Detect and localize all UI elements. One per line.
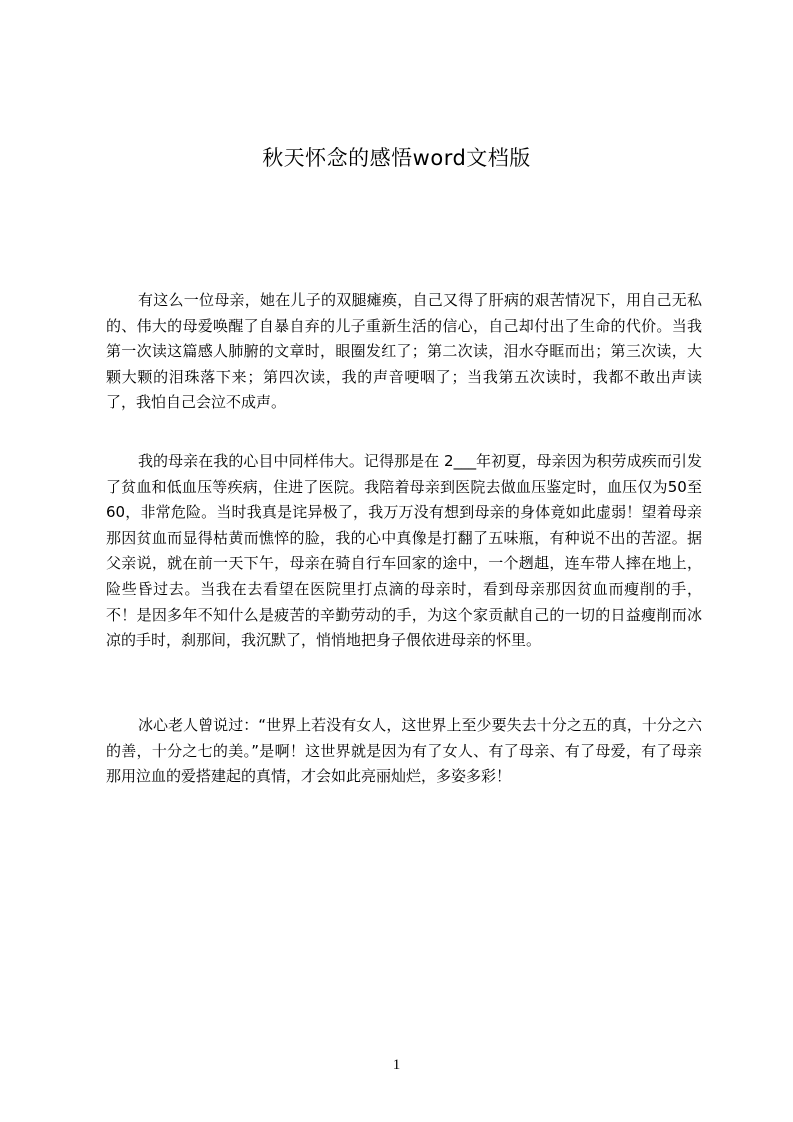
paragraph-1: 有这么一位母亲，她在儿子的双腿瘫痪，自己又得了肝病的艰苦情况下，用自己无私的、伟大的母爱唤醒了自暴自弃的儿子重新生活的信心，自己却付出了生命的代价。当我第一次读这篇感人肺腑的文章时，眼圈发红了；第二次读，泪水夺眶而出；第三次读，大颗大颗的泪珠落下来；第四次读，我的声音哽咽了；当我第五次读时，我都不敢出声读了，我怕自己会泣不成声。 xyxy=(106,291,702,412)
page-title: 秋天怀念的感悟word文档版 xyxy=(262,146,531,170)
paragraph-3: 冰心老人曾说过：“世界上若没有女人，这世界上至少要失去十分之五的真，十分之六的善，十分之七的美。”是啊！这世界就是因为有了女人、有了母亲、有了母爱，有了母亲那用泣血的爱搭建起的真情，才会如此亮丽灿烂，多姿多彩！ xyxy=(106,716,702,786)
paragraph-2: 我的母亲在我的心目中同样伟大。记得那是在 2___年初夏，母亲因为积劳成疾而引发了贫血和低血压等疾病，住进了医院。我陪着母亲到医院去做血压鉴定时，血压仅为50至60，非常危险。当时我真是诧异极了，我万万没有想到母亲的身体竟如此虚弱！望着母亲那因贫血而显得枯黄而憔悴的脸，我的心中真像是打翻了五味瓶，有种说不出的苦涩。据父亲说，就在前一天下午，母亲在骑自行车回家的途中，一个趔趄，连车带人摔在地上，险些昏过去。当我在去看望在医院里打点滴的母亲时，看到母亲那因贫血而瘦削的手，不！是因多年不知什么是疲苦的辛勤劳动的手，为这个家贡献自己的一切的日益瘦削而冰凉的手时，刹那间，我沉默了，悄悄地把身子偎依进母亲的怀里。 xyxy=(106,452,702,650)
page-number: 1 xyxy=(392,1057,401,1073)
